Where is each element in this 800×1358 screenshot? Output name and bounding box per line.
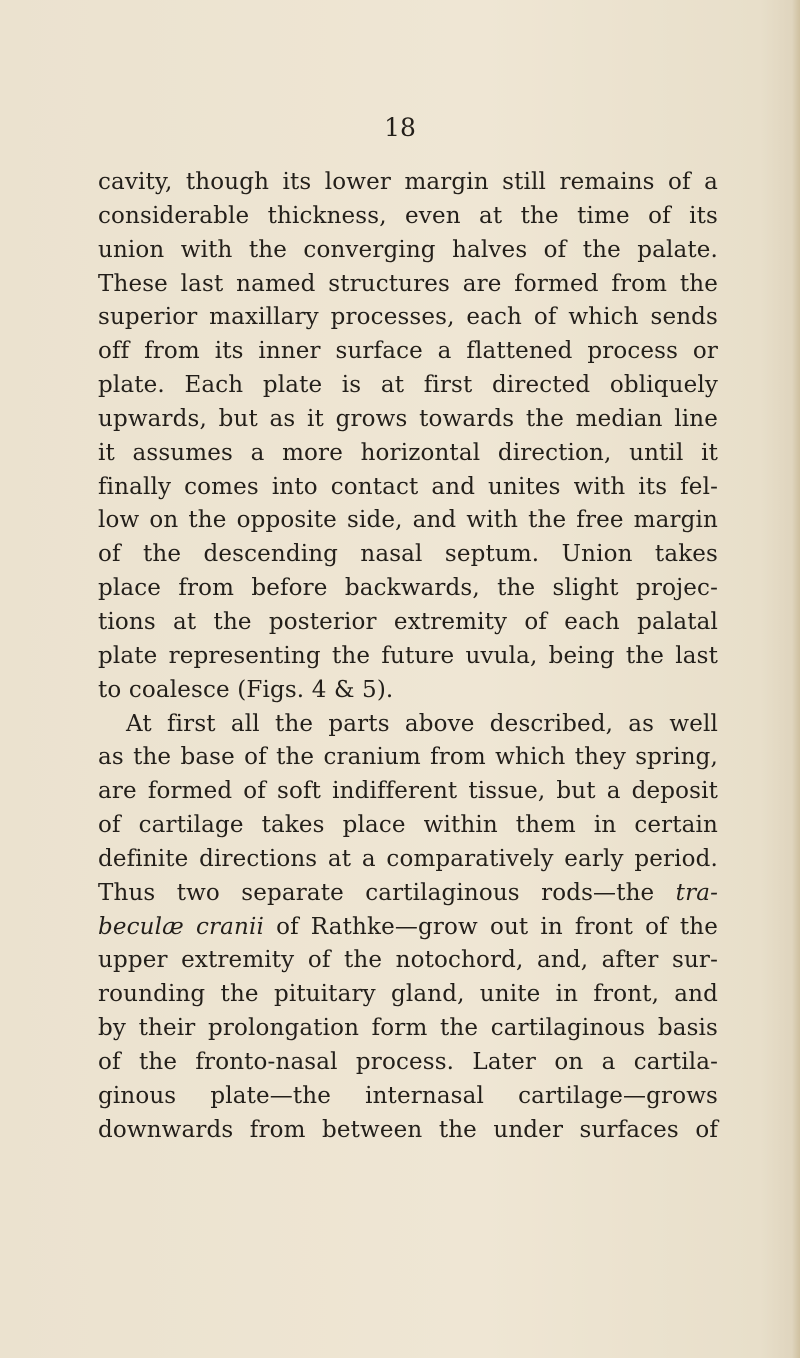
- text-line: union with the converging halves of the palate.: [98, 236, 718, 263]
- text-line: place from before backwards, the slight projec-: [98, 575, 718, 602]
- text-line: to coalesce (Figs. 4 & 5).: [98, 676, 394, 703]
- text-line: low on the opposite side, and with the free margin: [98, 507, 718, 534]
- text-line: are formed of soft indifferent tissue, but a deposit: [98, 778, 718, 805]
- text-line: of the fronto-nasal process. Later on a cartila-: [98, 1048, 718, 1075]
- text-line: finally comes into contact and unites with its fel-: [98, 473, 718, 500]
- text-line: plate. Each plate is at first directed obliquely: [98, 372, 718, 399]
- italic-term: beculæ cranii: [98, 913, 264, 940]
- text-line: of the descending nasal septum. Union takes: [98, 541, 718, 568]
- text-line: upwards, but as it grows towards the median line: [98, 405, 718, 432]
- page-number: 18: [384, 113, 416, 142]
- text-line: by their prolongation form the cartilaginous basis: [98, 1015, 718, 1042]
- text-line: rounding the pituitary gland, unite in front, and: [98, 981, 718, 1008]
- text-line: as the base of the cranium from which they spring,: [98, 744, 718, 771]
- text-line: superior maxillary processes, each of which sends: [98, 304, 718, 331]
- text-segment: Thus two separate cartilaginous rods—the: [98, 879, 655, 906]
- text-line: considerable thickness, even at the time of its: [98, 202, 718, 229]
- text-line: definite directions at a comparatively early period.: [98, 845, 718, 872]
- body-text: [98, 166, 718, 1147]
- page-edge-shadow: [792, 0, 800, 1358]
- text-line-with-italic: [98, 877, 718, 911]
- text-line: plate representing the future uvula, being the last: [98, 642, 718, 669]
- text-line: upper extremity of the notochord, and, after sur-: [98, 947, 718, 974]
- italic-term: tra-: [675, 879, 718, 906]
- text-segment: of Rathke—grow out in front of the: [276, 913, 718, 940]
- text-line: it assumes a more horizontal direction, until it: [98, 439, 718, 466]
- text-line: downwards from between the under surfaces of: [98, 1116, 718, 1143]
- text-line: These last named structures are formed from the: [98, 270, 718, 297]
- text-line: cavity, though its lower margin still remains of a: [98, 169, 718, 195]
- text-line: of cartilage takes place within them in certain: [98, 812, 718, 839]
- text-line-with-italic: [98, 911, 718, 945]
- text-line: ginous plate—the internasal cartilage—grows: [98, 1082, 718, 1109]
- text-line: At first all the parts above described, as well: [126, 710, 718, 737]
- text-line: tions at the posterior extremity of each palatal: [98, 608, 718, 635]
- text-line: off from its inner surface a flattened process or: [98, 338, 718, 365]
